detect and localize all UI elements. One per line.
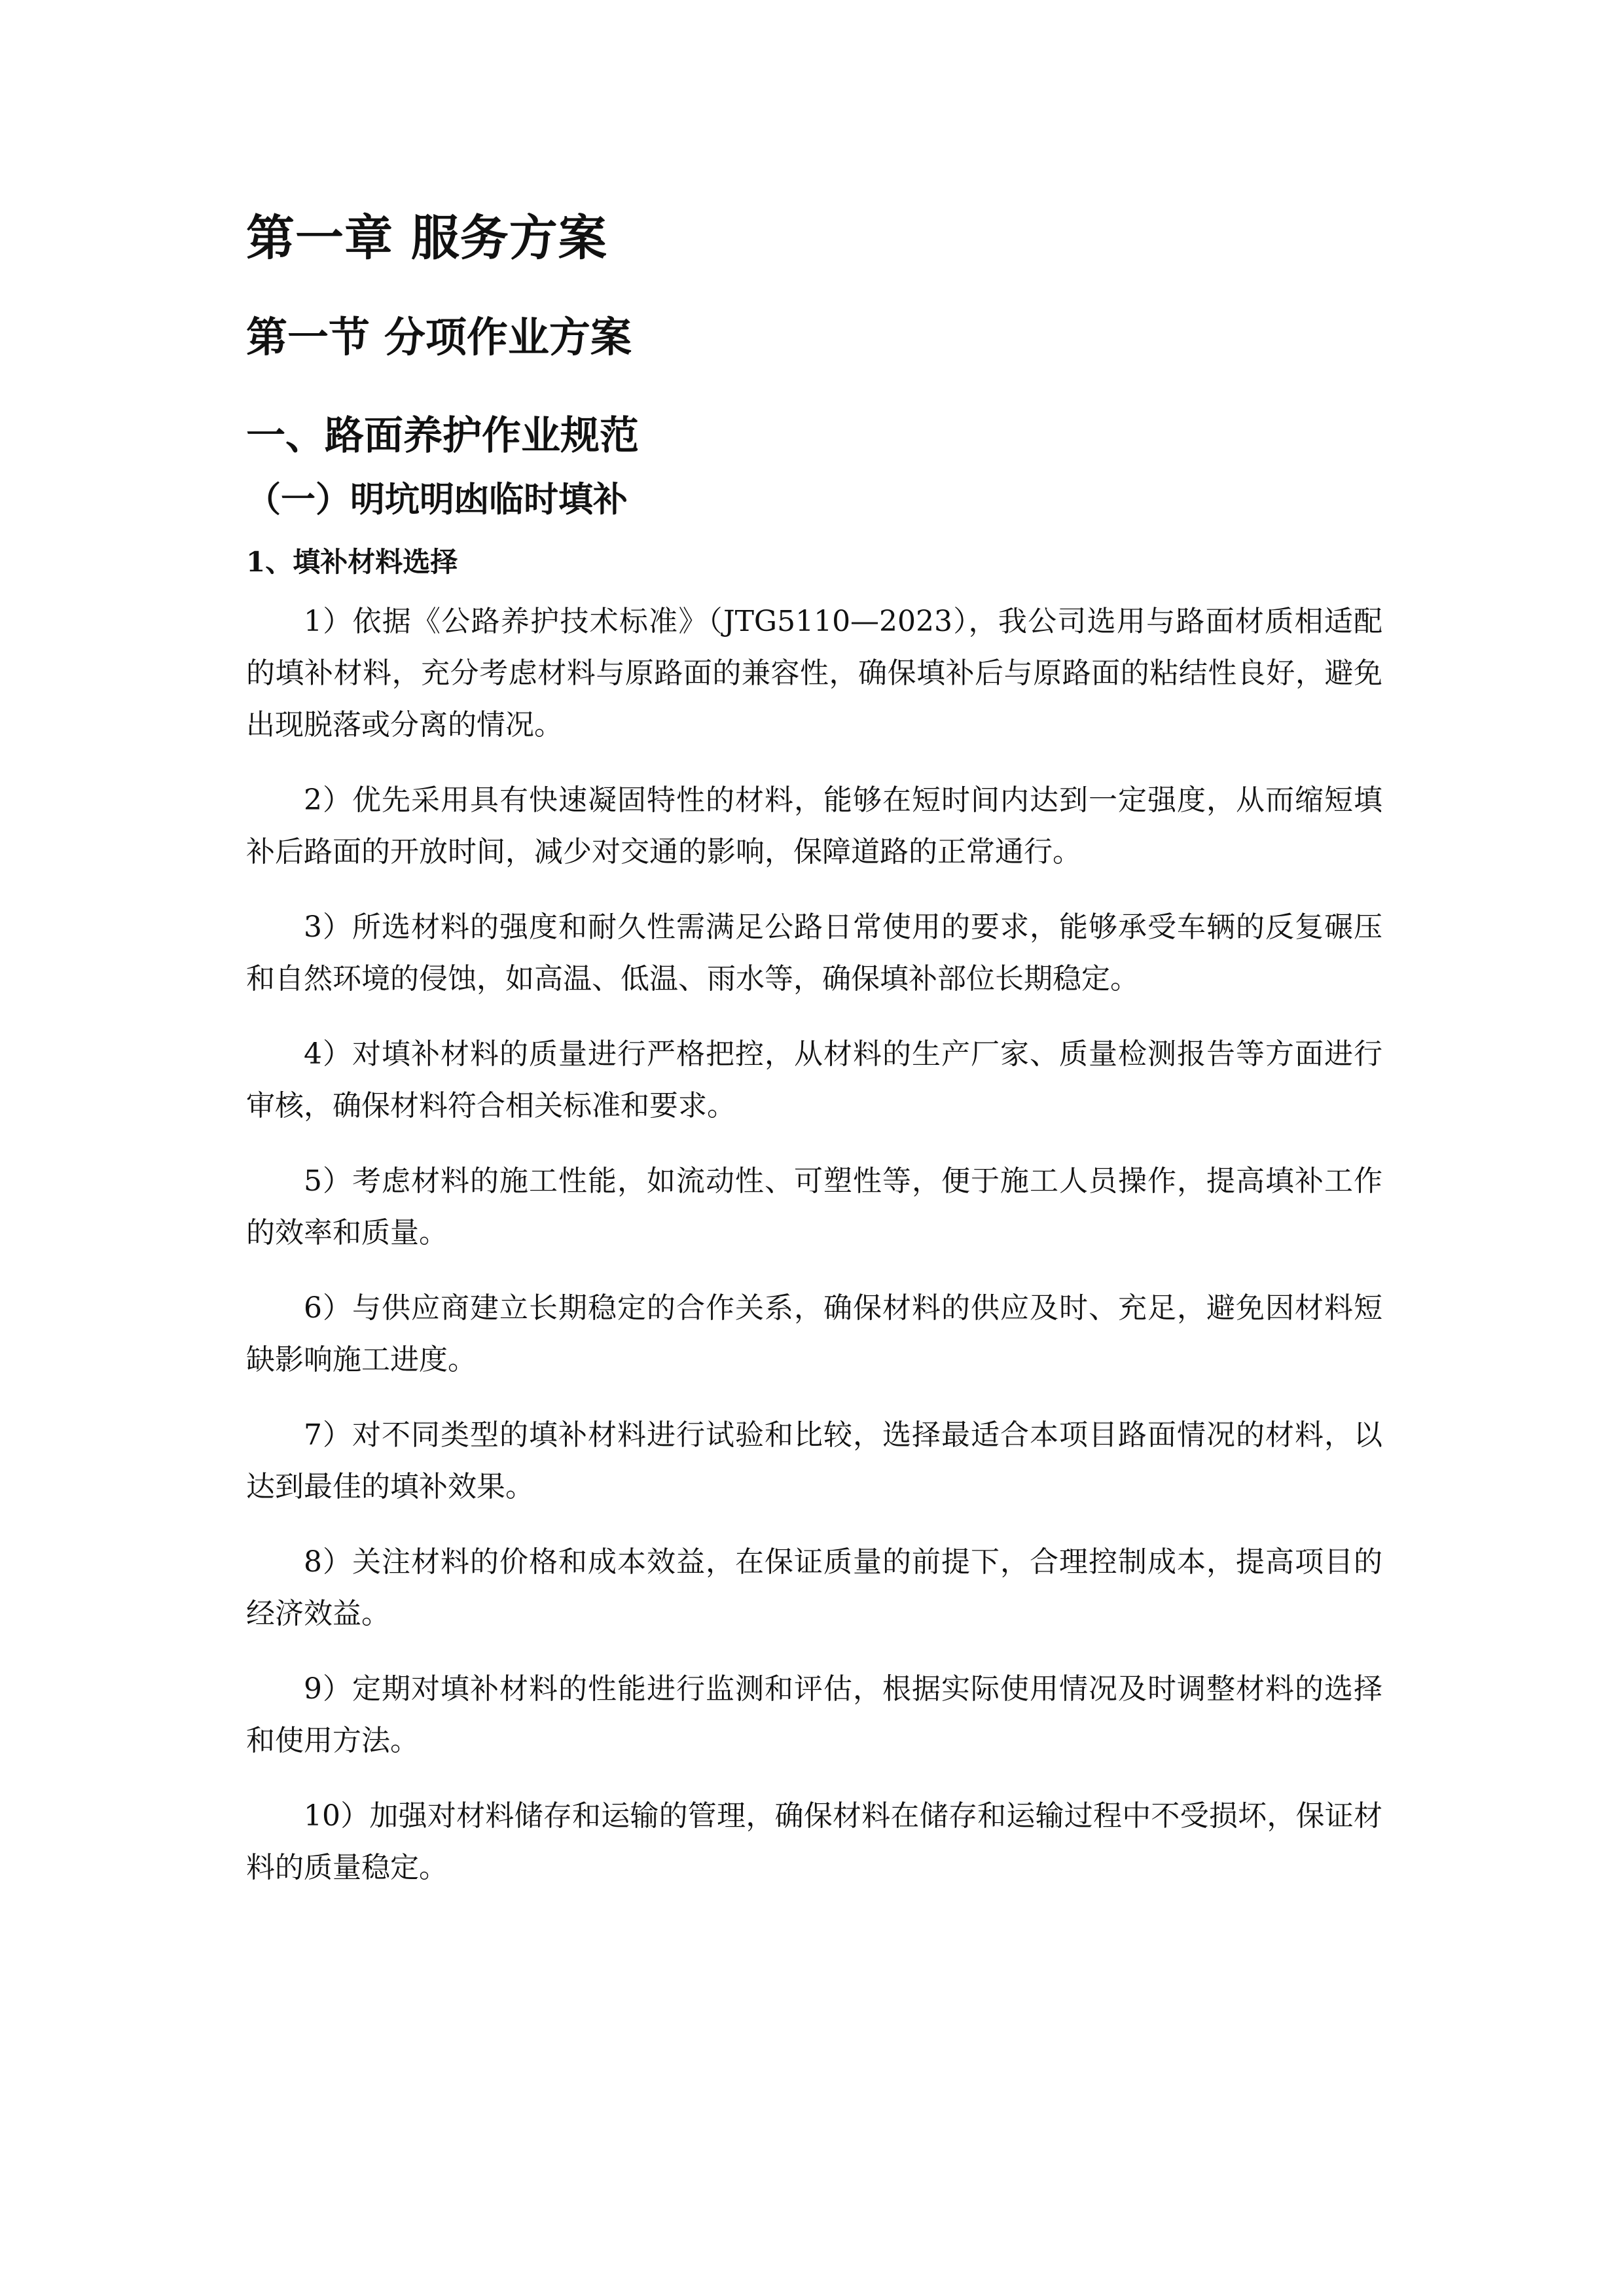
paragraph: 1）依据《公路养护技术标准》（JTG5110—2023），我公司选用与路面材质相适配的填补材料，充分考虑材料与原路面的兼容性，确保填补后与原路面的粘结性良好，避免出现脱落或分离的情况。: [246, 605, 1382, 742]
chapter-title: 第一章 服务方案: [246, 210, 607, 266]
paragraph: 8）关注材料的价格和成本效益，在保证质量的前提下，合理控制成本，提高项目的经济效益。: [246, 1545, 1382, 1630]
paragraph-list: [246, 596, 1382, 1917]
paragraph: 7）对不同类型的填补材料进行试验和比较，选择最适合本项目路面情况的材料，以达到最佳的填补效果。: [246, 1418, 1382, 1503]
paragraph: 9）定期对填补材料的性能进行监测和评估，根据实际使用情况及时调整材料的选择和使用方法。: [246, 1672, 1382, 1757]
paragraph: 10）加强对材料储存和运输的管理，确保材料在储存和运输过程中不受损坏，保证材料的质量稳定。: [246, 1799, 1382, 1884]
paragraph: 6）与供应商建立长期稳定的合作关系，确保材料的供应及时、充足，避免因材料短缺影响施工进度。: [246, 1291, 1382, 1376]
paragraph: 4）对填补材料的质量进行严格把控，从材料的生产厂家、质量检测报告等方面进行审核，确保材料符合相关标准和要求。: [246, 1037, 1382, 1122]
subsection-title: 一、路面养护作业规范: [246, 413, 639, 459]
item-heading: （一）明坑明凼临时填补: [246, 479, 628, 520]
paragraph: 2）优先采用具有快速凝固特性的材料，能够在短时间内达到一定强度，从而缩短填补后路面的开放时间，减少对交通的影响，保障道路的正常通行。: [246, 783, 1382, 869]
paragraph: 5）考虑材料的施工性能，如流动性、可塑性等，便于施工人员操作，提高填补工作的效率和质量。: [246, 1164, 1382, 1249]
paragraph: 3）所选材料的强度和耐久性需满足公路日常使用的要求，能够承受车辆的反复碾压和自然环境的侵蚀，如高温、低温、雨水等，确保填补部位长期稳定。: [246, 910, 1382, 996]
sub-item-heading: 1、填补材料选择: [246, 546, 458, 578]
section-title: 第一节 分项作业方案: [246, 314, 632, 361]
